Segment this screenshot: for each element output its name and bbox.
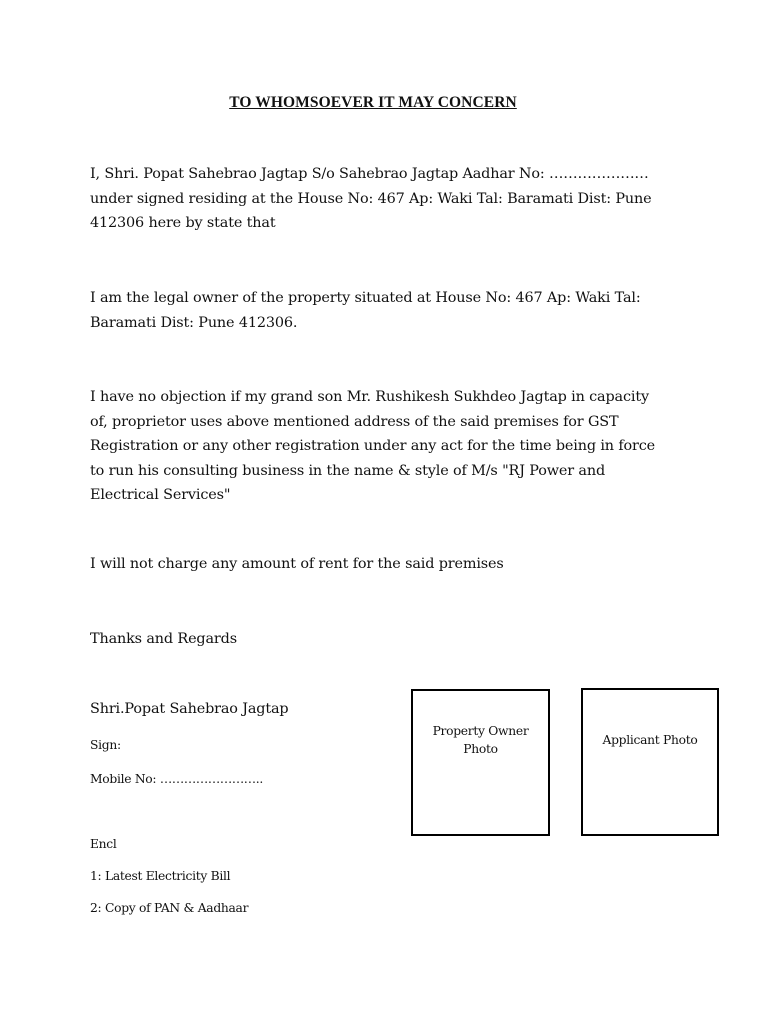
- text-line: I, Shri. Popat Sahebrao Jagtap S/o Sahebrao Jagtap Aadhar No: …………………: [90, 166, 649, 182]
- property-owner-photo-box: [411, 689, 550, 836]
- text-line: Baramati Dist: Pune 412306.: [90, 314, 298, 331]
- rent-paragraph: [90, 552, 690, 577]
- text-line: to run his consulting business in the name & style of M/s "RJ Power and: [90, 462, 606, 479]
- text-line: of, proprietor uses above mentioned address of the said premises for GST: [90, 413, 619, 430]
- text-line: Thanks and Regards: [90, 631, 237, 647]
- text-line: I have no objection if my grand son Mr. Rushikesh Sukhdeo Jagtap in capacity: [90, 389, 649, 405]
- text-line: Electrical Services": [90, 487, 231, 503]
- text-line: 412306 here by state that: [90, 215, 276, 231]
- enclosures-heading: Encl: [90, 837, 117, 851]
- document-title: TO WHOMSOEVER IT MAY CONCERN: [229, 94, 517, 111]
- photo-box-label: [413, 722, 548, 758]
- text-line: Photo: [463, 742, 498, 756]
- declaration-paragraph: [90, 162, 690, 236]
- text-line: I am the legal owner of the property situated at House No: 467 Ap: Waki Tal:: [90, 290, 641, 306]
- closing-line: [90, 627, 690, 652]
- sign-label: Sign:: [90, 738, 121, 752]
- text-line: Shri.Popat Sahebrao Jagtap: [90, 701, 289, 717]
- no-objection-paragraph: [90, 385, 690, 508]
- mobile-label: Mobile No: ……………………..: [90, 772, 264, 786]
- text-line: Registration or any other registration under any act for the time being in force: [90, 438, 656, 454]
- text-line: I will not charge any amount of rent for the said premises: [90, 556, 504, 572]
- enclosure-item: 2: Copy of PAN & Aadhaar: [90, 901, 249, 915]
- photo-box-label: [583, 731, 717, 749]
- enclosure-item: 1: Latest Electricity Bill: [90, 869, 231, 883]
- text-line: Property Owner: [432, 724, 529, 738]
- text-line: Applicant Photo: [602, 733, 698, 747]
- ownership-paragraph: [90, 286, 690, 335]
- applicant-photo-box: [581, 688, 719, 836]
- text-line: under signed residing at the House No: 467 Ap: Waki Tal: Baramati Dist: Pune: [90, 190, 652, 207]
